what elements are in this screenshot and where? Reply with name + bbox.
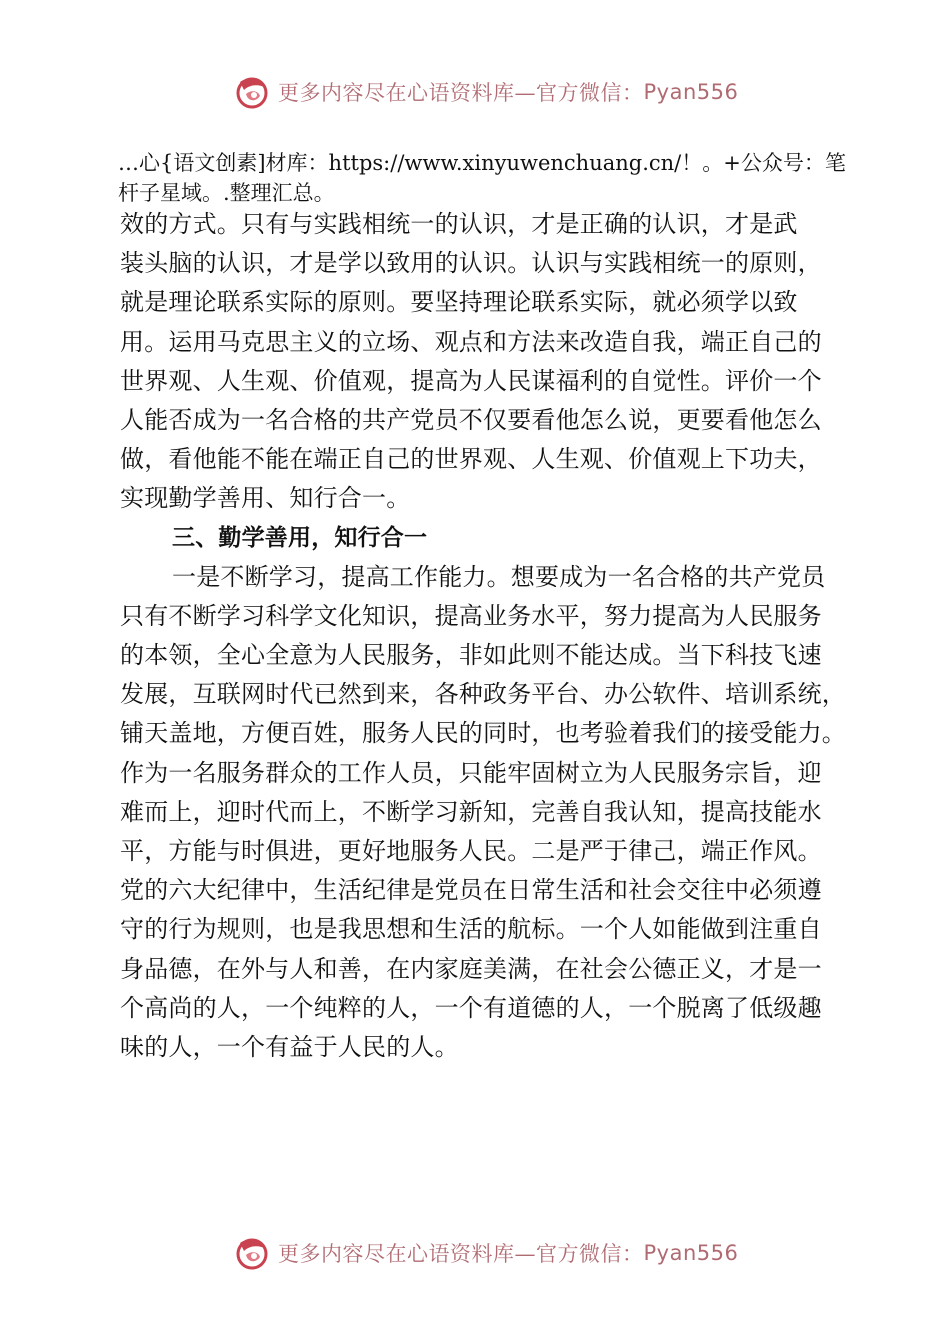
text-line: 作为一名服务群众的工作人员，只能牢固树立为人民服务宗旨，迎 <box>120 758 822 787</box>
text-line: 身品德，在外与人和善，在内家庭美满，在社会公德正义，才是一 <box>120 954 822 983</box>
banner-wechat-id: Pyan556 <box>643 80 739 104</box>
logo-icon <box>232 1233 272 1273</box>
footer-banner <box>232 1233 738 1273</box>
text-line: 只有不断学习科学文化知识，提高业务水平，努力提高为人民服务 <box>120 601 822 630</box>
text-line: 世界观、人生观、价值观，提高为人民谋福利的自觉性。评价一个 <box>120 366 822 395</box>
text-line: 味的人，一个有益于人民的人。 <box>120 1032 459 1061</box>
text-line: 一是不断学习，提高工作能力。想要成为一名合格的共产党员 <box>172 562 826 591</box>
text-line: 平，方能与时俱进，更好地服务人民。二是严于律己，端正作风。 <box>120 837 822 865</box>
text-line: 做，看他能不能在端正自己的世界观、人生观、价值观上下功夫， <box>120 445 822 474</box>
text-line: 效的方式。只有与实践相统一的认识，才是正确的认识，才是武 <box>120 210 798 238</box>
text-line: 守的行为规则，也是我思想和生活的航标。一个人如能做到注重自 <box>120 915 822 944</box>
banner-wechat-id: Pyan556 <box>643 1241 739 1265</box>
text-line: 装头脑的认识，才是学以致用的认识。认识与实践相统一的原则， <box>120 249 822 278</box>
logo-icon <box>232 72 272 112</box>
text-line: 就是理论联系实际的原则。要坚持理论联系实际，就必须学以致 <box>120 288 798 317</box>
text-line: 党的六大纪律中，生活纪律是党员在日常生活和社会交往中必须遵 <box>120 876 822 905</box>
section-heading: 三、勤学善用，知行合一 <box>172 524 428 551</box>
text-line: 用。运用马克思主义的立场、观点和方法来改造自我，端正自己的 <box>120 327 822 356</box>
source-note: …心{语文创素]材库：https://www.xinyuwenchuang.cn/！。+公众号：笔杆子星域。.整理汇总。 <box>118 151 846 205</box>
text-line: 个高尚的人，一个纯粹的人，一个有道德的人，一个脱离了低级趣 <box>120 993 822 1022</box>
text-line: 实现勤学善用、知行合一。 <box>120 484 411 513</box>
document-body <box>120 205 880 1067</box>
banner-text: 更多内容尽在心语资料库—官方微信： <box>278 81 644 105</box>
text-line: 发展，互联网时代已然到来，各种政务平台、办公软件、培训系统， <box>120 680 846 709</box>
text-line: 难而上，迎时代而上，不断学习新知，完善自我认知，提高技能水 <box>120 797 822 826</box>
header-banner <box>232 72 738 112</box>
text-line: 人能否成为一名合格的共产党员不仅要看他怎么说，更要看他怎么 <box>120 405 822 434</box>
text-line: 的本领，全心全意为人民服务，非如此则不能达成。当下科技飞速 <box>120 641 822 670</box>
banner-text: 更多内容尽在心语资料库—官方微信： <box>278 1242 644 1266</box>
text-line: 铺天盖地，方便百姓，服务人民的同时，也考验着我们的接受能力。 <box>120 719 846 748</box>
